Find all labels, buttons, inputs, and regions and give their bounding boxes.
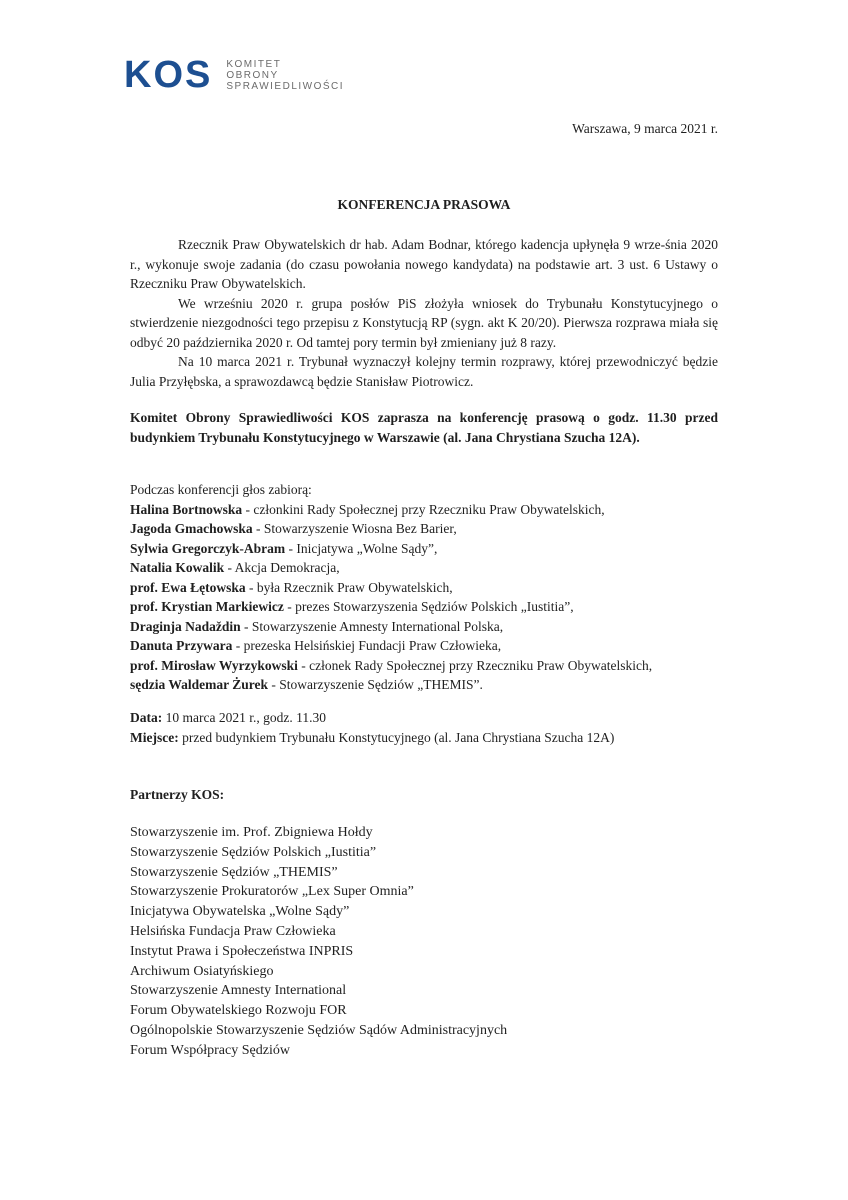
speaker-item bbox=[130, 675, 652, 695]
speaker-name: Natalia Kowalik bbox=[130, 560, 225, 575]
partner-item: Ogólnopolskie Stowarzyszenie Sędziów Sądów Administracyjnych bbox=[130, 1022, 508, 1038]
partner-item: Forum Obywatelskiego Rozwoju FOR bbox=[130, 1003, 347, 1019]
speakers-list bbox=[130, 480, 652, 695]
logo-line-2: OBRONY bbox=[226, 69, 279, 81]
speaker-role: - prezes Stowarzyszenia Sędziów Polskich „Iustitia”, bbox=[283, 599, 574, 614]
speaker-item bbox=[130, 597, 652, 617]
speaker-item bbox=[130, 539, 652, 559]
partners-list bbox=[130, 823, 507, 1061]
speaker-role: - Stowarzyszenie Wiosna Bez Barier, bbox=[252, 521, 457, 536]
partner-item: Stowarzyszenie Sędziów „THEMIS” bbox=[130, 864, 338, 880]
speaker-name: prof. Mirosław Wyrzykowski bbox=[130, 657, 298, 673]
logo-mark: KOS bbox=[124, 54, 213, 96]
speaker-role: - prezeska Helsińskiej Fundacji Praw Człowieka, bbox=[232, 638, 502, 653]
speaker-item bbox=[130, 617, 652, 637]
speaker-item bbox=[130, 656, 652, 676]
speaker-name: prof. Krystian Markiewicz bbox=[130, 599, 284, 614]
partner-item: Forum Współpracy Sędziów bbox=[130, 1042, 290, 1058]
invitation-text: Komitet Obrony Sprawiedliwości KOS zaprasza na konferencję prasową o godz. 11.30 przed budynkiem Trybunału Konstytucyjnego w Warszawie (al. Jana Chrystiana Szucha 12A). bbox=[130, 410, 718, 445]
event-date-value: 10 marca 2021 r., godz. 11.30 bbox=[162, 710, 326, 725]
event-details bbox=[130, 708, 614, 747]
paragraph-1: Rzecznik Praw Obywatelskich dr hab. Adam Bodnar, którego kadencja upłynęła 9 wrze-śnia 2020 r., wykonuje swoje zadania (do czasu powołania nowego kandydata) na podstawie art. 3 ust. 6 Ustawy o Rzeczniku Praw Obywatelskich. bbox=[130, 237, 718, 291]
intro-paragraphs bbox=[130, 235, 718, 391]
speaker-role: - Stowarzyszenie Amnesty International Polska, bbox=[240, 618, 504, 634]
event-place bbox=[130, 728, 614, 748]
speaker-role: - Akcja Demokracja, bbox=[224, 560, 340, 575]
partner-item: Stowarzyszenie im. Prof. Zbigniewa Hołdy bbox=[130, 825, 373, 840]
event-place-value: przed budynkiem Trybunału Konstytucyjnego (al. Jana Chrystiana Szucha 12A) bbox=[178, 729, 615, 745]
logo-line-1: KOMITET bbox=[226, 58, 282, 70]
partner-item: Instytut Prawa i Społeczeństwa INPRIS bbox=[130, 943, 354, 959]
partner-item: Helsińska Fundacja Praw Człowieka bbox=[130, 923, 336, 939]
speakers-intro: Podczas konferencji głos zabiorą: bbox=[130, 482, 312, 497]
document-heading: KONFERENCJA PRASOWA bbox=[337, 197, 511, 212]
speaker-role: - członkini Rady Społecznej przy Rzeczniku Praw Obywatelskich, bbox=[242, 501, 605, 517]
event-date bbox=[130, 708, 614, 728]
partners-title: Partnerzy KOS: bbox=[130, 787, 225, 802]
logo-line-3: SPRAWIEDLIWOŚCI bbox=[226, 80, 345, 92]
speaker-name: Danuta Przywara bbox=[130, 638, 233, 653]
speaker-name: Halina Bortnowska bbox=[130, 501, 243, 517]
speaker-name: sędzia Waldemar Żurek bbox=[130, 677, 269, 692]
speaker-name: Draginja Nadaždin bbox=[130, 618, 241, 634]
speaker-name: prof. Ewa Łętowska bbox=[130, 579, 246, 595]
speaker-item bbox=[130, 636, 652, 656]
speaker-role: - była Rzecznik Praw Obywatelskich, bbox=[245, 579, 453, 595]
event-place-label: Miejsce: bbox=[130, 729, 179, 745]
speaker-item bbox=[130, 558, 652, 578]
speaker-item bbox=[130, 500, 652, 520]
speaker-role: - członek Rady Społecznej przy Rzeczniku Praw Obywatelskich, bbox=[297, 657, 653, 673]
speaker-role: - Inicjatywa „Wolne Sądy”, bbox=[285, 540, 438, 556]
document-date: Warszawa, 9 marca 2021 r. bbox=[572, 121, 718, 136]
speaker-item bbox=[130, 519, 652, 539]
partner-item: Stowarzyszenie Amnesty International bbox=[130, 983, 347, 999]
kos-logo bbox=[124, 56, 344, 94]
partner-item: Stowarzyszenie Sędziów Polskich „Iustitia” bbox=[130, 844, 377, 860]
partner-item: Archiwum Osiatyńskiego bbox=[130, 963, 274, 979]
speaker-role: - Stowarzyszenie Sędziów „THEMIS”. bbox=[268, 677, 483, 692]
speaker-item bbox=[130, 578, 652, 598]
partner-item: Stowarzyszenie Prokuratorów „Lex Super Omnia” bbox=[130, 884, 414, 900]
speaker-name: Sylwia Gregorczyk-Abram bbox=[130, 540, 286, 556]
paragraph-3: Na 10 marca 2021 r. Trybunał wyznaczył kolejny termin rozprawy, której przewodniczyć będzie Julia Przyłębska, a sprawozdawcą będzie Stanisław Piotrowicz. bbox=[130, 354, 718, 389]
paragraph-2: We wrześniu 2020 r. grupa posłów PiS złożyła wniosek do Trybunału Konstytucyjnego o stwierdzenie niezgodności tego przepisu z Konstytucją RP (sygn. akt K 20/20). Pierwsza rozprawa miała się odbyć 20 października 2020 r. Od tamtej pory termin był zmieniany już 8 razy. bbox=[130, 295, 718, 350]
event-date-label: Data: bbox=[130, 710, 163, 725]
partner-item: Inicjatywa Obywatelska „Wolne Sądy” bbox=[130, 904, 350, 920]
speaker-name: Jagoda Gmachowska bbox=[130, 521, 253, 536]
logo-text bbox=[226, 59, 344, 92]
